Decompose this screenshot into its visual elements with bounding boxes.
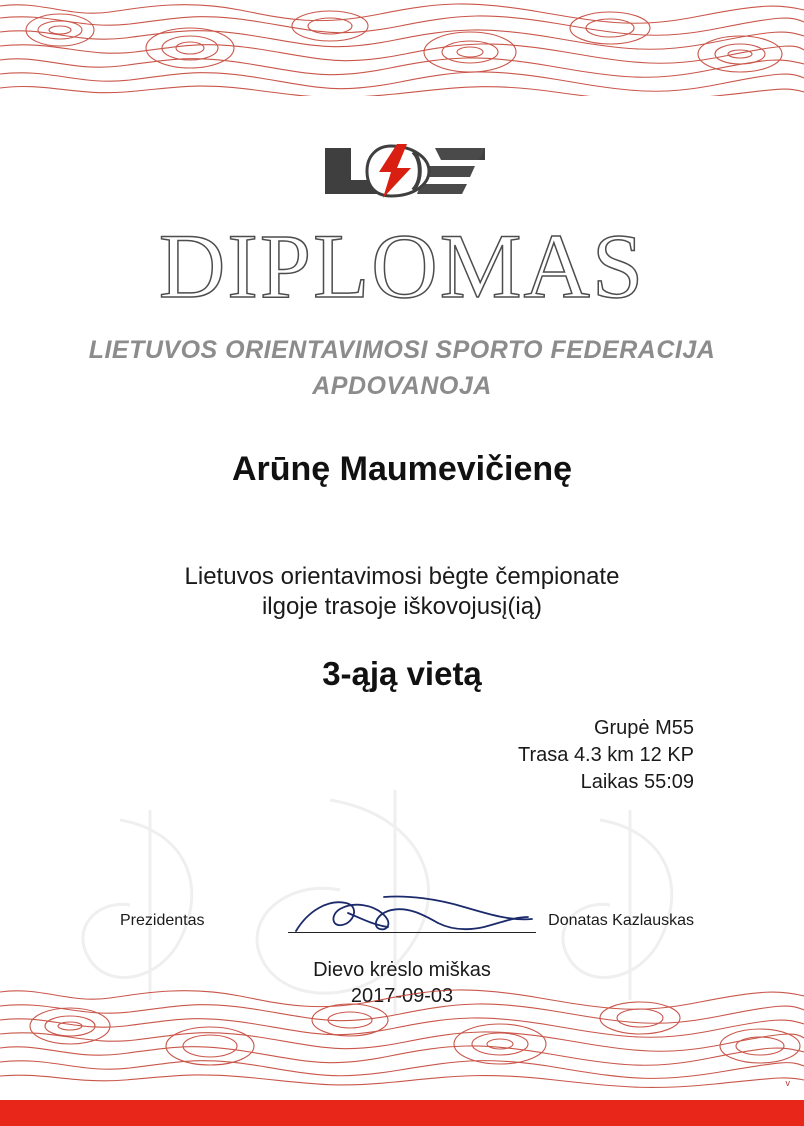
accent-bar-highlight [0,1096,804,1100]
event-line-2: ilgoje trasoje iškovojusį(ią) [261,593,543,620]
event-location: Dievo krėslo miškas [313,959,491,981]
event-footer [0,957,804,1009]
award-place: 3-ąją vietą [322,655,482,692]
handwritten-signature [288,893,538,937]
detail-group: Grupė M55 [593,717,694,739]
detail-time: Laikas 55:09 [580,771,694,793]
detail-course: Trasa 4.3 km 12 KP [518,744,694,766]
signature-line [288,932,536,933]
contour-pattern-top [0,0,804,96]
event-line-1: Lietuvos orientavimosi bėgte čempionate [184,563,620,590]
page-title: DIPLOMAS [158,215,646,317]
federation-name: LIETUVOS ORIENTAVIMOSI SPORTO FEDERACIJA [88,336,716,364]
recipient-name: Arūnę Maumevičienę [231,450,573,488]
event-description [0,562,804,622]
corner-mark: v [785,1078,790,1088]
federation-logo [0,140,804,207]
bottom-accent-bar [0,1096,804,1126]
awards-label: APDOVANOJA [312,372,492,400]
event-date: 2017-09-03 [350,985,454,1007]
signature-role: Prezidentas [120,912,205,929]
result-details [518,715,694,796]
signatory-name: Donatas Kazlauskas [548,912,694,929]
